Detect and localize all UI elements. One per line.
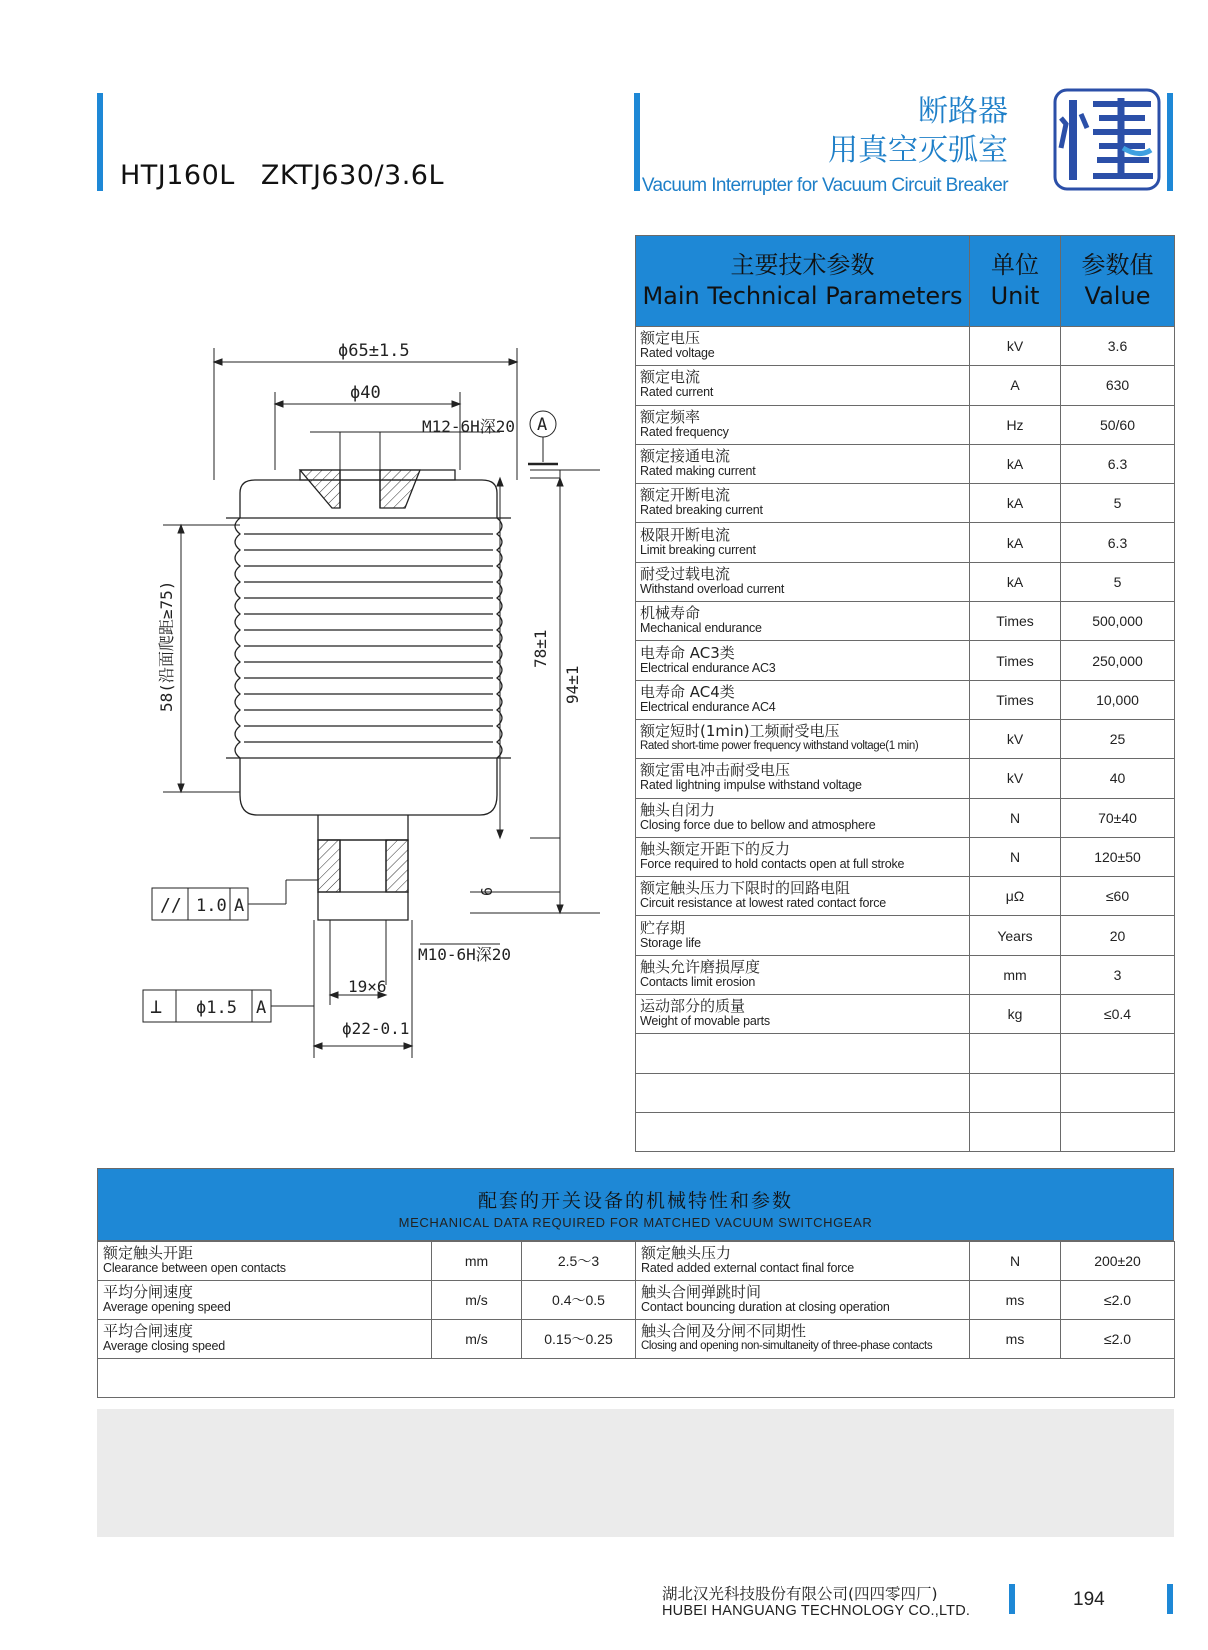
- param-unit: Times: [970, 641, 1061, 680]
- table-row: [636, 444, 1175, 483]
- empty-row: [636, 1112, 1175, 1151]
- unit-header-cn: 单位: [991, 251, 1039, 279]
- table-row: [636, 680, 1175, 719]
- interrupter-body: [235, 480, 502, 815]
- param-unit: kV: [970, 759, 1061, 798]
- dim-creepage: 58(沿面爬距≥75): [157, 580, 176, 712]
- mech-name-en: Rated added external contact final force: [641, 1261, 854, 1275]
- param-value: 5: [1061, 562, 1175, 601]
- param-name-en: Closing force due to bellow and atmosphere: [640, 817, 876, 832]
- page-number: 194: [1073, 1589, 1105, 1610]
- table-row: [98, 1320, 1175, 1359]
- params-header-cn: 主要技术参数: [730, 251, 875, 279]
- tol-perp-datum: A: [256, 998, 267, 1018]
- table-row: [636, 995, 1175, 1034]
- title-cn-line2: 用真空灭弧室: [828, 133, 1008, 168]
- param-value: 50/60: [1061, 405, 1175, 444]
- mech-name-cn: 平均合闸速度: [103, 1322, 194, 1340]
- param-name-cn: 耐受过载电流: [640, 564, 731, 583]
- param-name-en: Storage life: [640, 935, 701, 950]
- technical-parameters-table: [635, 235, 1175, 1152]
- model-primary: HTJ160L: [120, 160, 235, 191]
- mech-unit: m/s: [432, 1320, 522, 1359]
- param-unit: kA: [970, 562, 1061, 601]
- tol-parallel-datum: A: [234, 896, 245, 916]
- param-name-en: Weight of movable parts: [640, 1014, 770, 1029]
- center-accent-bar: [634, 93, 640, 191]
- param-unit: kA: [970, 523, 1061, 562]
- mech-value: ≤2.0: [1061, 1281, 1175, 1320]
- param-name-cn: 额定触头压力下限时的回路电阻: [640, 879, 851, 898]
- param-unit: N: [970, 798, 1061, 837]
- table-row: [636, 877, 1175, 916]
- technical-drawing: [0, 0, 620, 1100]
- table-row: [636, 719, 1175, 758]
- dim-22: ϕ22-0.1: [342, 1019, 410, 1038]
- params-header-unit: [970, 236, 1061, 327]
- mech-value: 0.4～0.5: [522, 1281, 636, 1320]
- param-name-en: Rated current: [640, 385, 714, 400]
- mech-name-cn: 触头合闸及分闸不同期性: [641, 1322, 807, 1340]
- param-unit: Times: [970, 602, 1061, 641]
- mech-unit: mm: [432, 1242, 522, 1281]
- dim-6: 6: [478, 886, 496, 896]
- table-row: [636, 366, 1175, 405]
- title-en: Vacuum Interrupter for Vacuum Circuit Breaker: [641, 175, 1008, 196]
- table-row: [636, 327, 1175, 366]
- param-unit: N: [970, 837, 1061, 876]
- table-row: [636, 602, 1175, 641]
- tol-parallel-symbol: //: [160, 895, 182, 916]
- param-value: 3: [1061, 955, 1175, 994]
- model-secondary: ZKTJ630/3.6L: [260, 160, 445, 191]
- param-unit: A: [970, 366, 1061, 405]
- param-unit: μΩ: [970, 877, 1061, 916]
- mech-value: 0.15～0.25: [522, 1320, 636, 1359]
- tol-parallel-value: 1.0: [196, 896, 227, 916]
- param-value: 25: [1061, 719, 1175, 758]
- thread-bottom-label: M10-6H深20: [418, 945, 512, 964]
- table-row: [636, 759, 1175, 798]
- params-header-en: Main Technical Parameters: [642, 282, 963, 310]
- footer-accent-bar: [1009, 1584, 1015, 1614]
- table-row: [98, 1242, 1175, 1281]
- table-row: [636, 641, 1175, 680]
- table-row: [636, 405, 1175, 444]
- mech-value: ≤2.0: [1061, 1320, 1175, 1359]
- footer-right-bar: [1167, 1584, 1173, 1614]
- param-name-cn: 极限开断电流: [640, 525, 731, 544]
- param-unit: Times: [970, 680, 1061, 719]
- param-name-cn: 触头允许磨损厚度: [640, 957, 761, 976]
- dim-inner-diameter: ϕ40: [350, 383, 381, 403]
- param-name-en: Rated lightning impulse withstand voltage: [640, 778, 862, 793]
- table-row: [98, 1281, 1175, 1320]
- mech-name-en: Closing and opening non-simultaneity of three-phase contacts: [641, 1340, 933, 1352]
- param-name-cn: 额定短时(1min)工频耐受电压: [640, 722, 840, 741]
- param-value: 630: [1061, 366, 1175, 405]
- param-name-en: Rated making current: [640, 464, 756, 479]
- params-header-row: [636, 236, 1175, 327]
- table-row: [636, 484, 1175, 523]
- param-name-en: Limit breaking current: [640, 542, 756, 557]
- param-unit: Hz: [970, 405, 1061, 444]
- param-name-cn: 触头自闭力: [640, 800, 716, 819]
- datum-label: A: [537, 415, 548, 435]
- mechanical-header: [97, 1168, 1174, 1241]
- param-value: 20: [1061, 916, 1175, 955]
- param-unit: kA: [970, 484, 1061, 523]
- param-value: 70±40: [1061, 798, 1175, 837]
- mechanical-data-table: [97, 1241, 1175, 1398]
- table-row: [636, 798, 1175, 837]
- param-name-en: Circuit resistance at lowest rated contact force: [640, 896, 887, 911]
- param-value: ≤60: [1061, 877, 1175, 916]
- table-row: [636, 523, 1175, 562]
- mechanical-title-cn: 配套的开关设备的机械特性和参数: [477, 1190, 793, 1212]
- param-name-cn: 运动部分的质量: [640, 997, 746, 1016]
- footer-company-en: HUBEI HANGUANG TECHNOLOGY CO.,LTD.: [662, 1603, 971, 1619]
- param-unit: Years: [970, 916, 1061, 955]
- param-name-en: Withstand overload current: [640, 581, 785, 596]
- mech-name-en: Average closing speed: [103, 1339, 226, 1353]
- dim-78: 78±1: [531, 629, 550, 668]
- param-name-cn: 额定电压: [640, 329, 701, 348]
- thread-top-label: M12-6H深20: [422, 417, 516, 436]
- param-value: 500,000: [1061, 602, 1175, 641]
- dim-outer-diameter: ϕ65±1.5: [338, 341, 410, 361]
- mech-name-cn: 触头合闸弹跳时间: [641, 1283, 762, 1301]
- table-row: [636, 955, 1175, 994]
- param-value: 120±50: [1061, 837, 1175, 876]
- param-name-en: Electrical endurance AC4: [640, 699, 776, 714]
- mech-name-en: Clearance between open contacts: [103, 1261, 286, 1275]
- param-name-cn: 额定电流: [640, 368, 701, 387]
- mech-name-cn: 额定触头压力: [641, 1244, 732, 1262]
- param-value: 6.3: [1061, 523, 1175, 562]
- table-row: [636, 562, 1175, 601]
- param-unit: mm: [970, 955, 1061, 994]
- table-row: [636, 916, 1175, 955]
- empty-row: [636, 1073, 1175, 1112]
- param-name-en: Electrical endurance AC3: [640, 660, 776, 675]
- param-value: ≤0.4: [1061, 995, 1175, 1034]
- param-name-en: Mechanical endurance: [640, 621, 762, 636]
- tol-perp-value: ϕ1.5: [196, 998, 237, 1018]
- param-name-cn: 贮存期: [640, 918, 686, 937]
- mech-name-cn: 平均分闸速度: [103, 1283, 194, 1301]
- mech-name-cn: 额定触头开距: [103, 1244, 194, 1262]
- param-value: 250,000: [1061, 641, 1175, 680]
- param-value: 6.3: [1061, 444, 1175, 483]
- param-name-cn: 电寿命 AC3类: [640, 643, 735, 662]
- empty-row: [636, 1034, 1175, 1073]
- mech-unit: ms: [970, 1281, 1061, 1320]
- param-name-cn: 额定开断电流: [640, 486, 731, 505]
- param-unit: kg: [970, 995, 1061, 1034]
- param-name-en: Rated short-time power frequency withstand voltage(1 min): [640, 740, 919, 753]
- params-header-name: [636, 236, 970, 327]
- param-name-en: Contacts limit erosion: [640, 974, 756, 989]
- param-name-cn: 额定频率: [640, 407, 701, 426]
- param-unit: kV: [970, 327, 1061, 366]
- company-logo: [1053, 88, 1161, 191]
- gray-panel: [97, 1409, 1174, 1537]
- param-name-en: Rated breaking current: [640, 503, 763, 518]
- mech-name-en: Contact bouncing duration at closing operation: [641, 1300, 890, 1314]
- param-name-en: Rated voltage: [640, 346, 715, 361]
- param-name-cn: 触头额定开距下的反力: [640, 840, 791, 858]
- param-value: 40: [1061, 759, 1175, 798]
- param-value: 3.6: [1061, 327, 1175, 366]
- mechanical-title-en: MECHANICAL DATA REQUIRED FOR MATCHED VACUUM SWITCHGEAR: [398, 1215, 873, 1230]
- param-value: 5: [1061, 484, 1175, 523]
- param-name-cn: 机械寿命: [640, 604, 701, 623]
- unit-header-en: Unit: [990, 282, 1040, 310]
- footer-company-cn: 湖北汉光科技股份有限公司(四四零四厂): [662, 1585, 938, 1603]
- title-cn-line1: 断路器: [918, 94, 1008, 129]
- tol-perp-symbol: ⊥: [150, 994, 163, 1018]
- param-unit: kV: [970, 719, 1061, 758]
- right-accent-bar: [1167, 93, 1173, 191]
- param-name-cn: 额定雷电冲击耐受电压: [640, 761, 791, 780]
- dim-94: 94±1: [563, 665, 582, 704]
- mech-unit: m/s: [432, 1281, 522, 1320]
- params-header-value: [1061, 236, 1175, 327]
- param-name-cn: 额定接通电流: [640, 447, 731, 466]
- dim-19x6: 19×6: [348, 977, 387, 996]
- mech-value: 2.5～3: [522, 1242, 636, 1281]
- table-row: [636, 837, 1175, 876]
- param-name-en: Force required to hold contacts open at full stroke: [640, 857, 905, 871]
- mech-value: 200±20: [1061, 1242, 1175, 1281]
- value-header-cn: 参数值: [1081, 251, 1154, 279]
- param-name-cn: 电寿命 AC4类: [640, 682, 735, 701]
- mech-name-en: Average opening speed: [103, 1300, 231, 1314]
- param-value: 10,000: [1061, 680, 1175, 719]
- mechanical-data-section: [97, 1168, 1174, 1398]
- mech-unit: ms: [970, 1320, 1061, 1359]
- mech-unit: N: [970, 1242, 1061, 1281]
- param-unit: kA: [970, 444, 1061, 483]
- param-name-en: Rated frequency: [640, 424, 729, 439]
- empty-row: [98, 1359, 1175, 1398]
- value-header-en: Value: [1084, 282, 1151, 310]
